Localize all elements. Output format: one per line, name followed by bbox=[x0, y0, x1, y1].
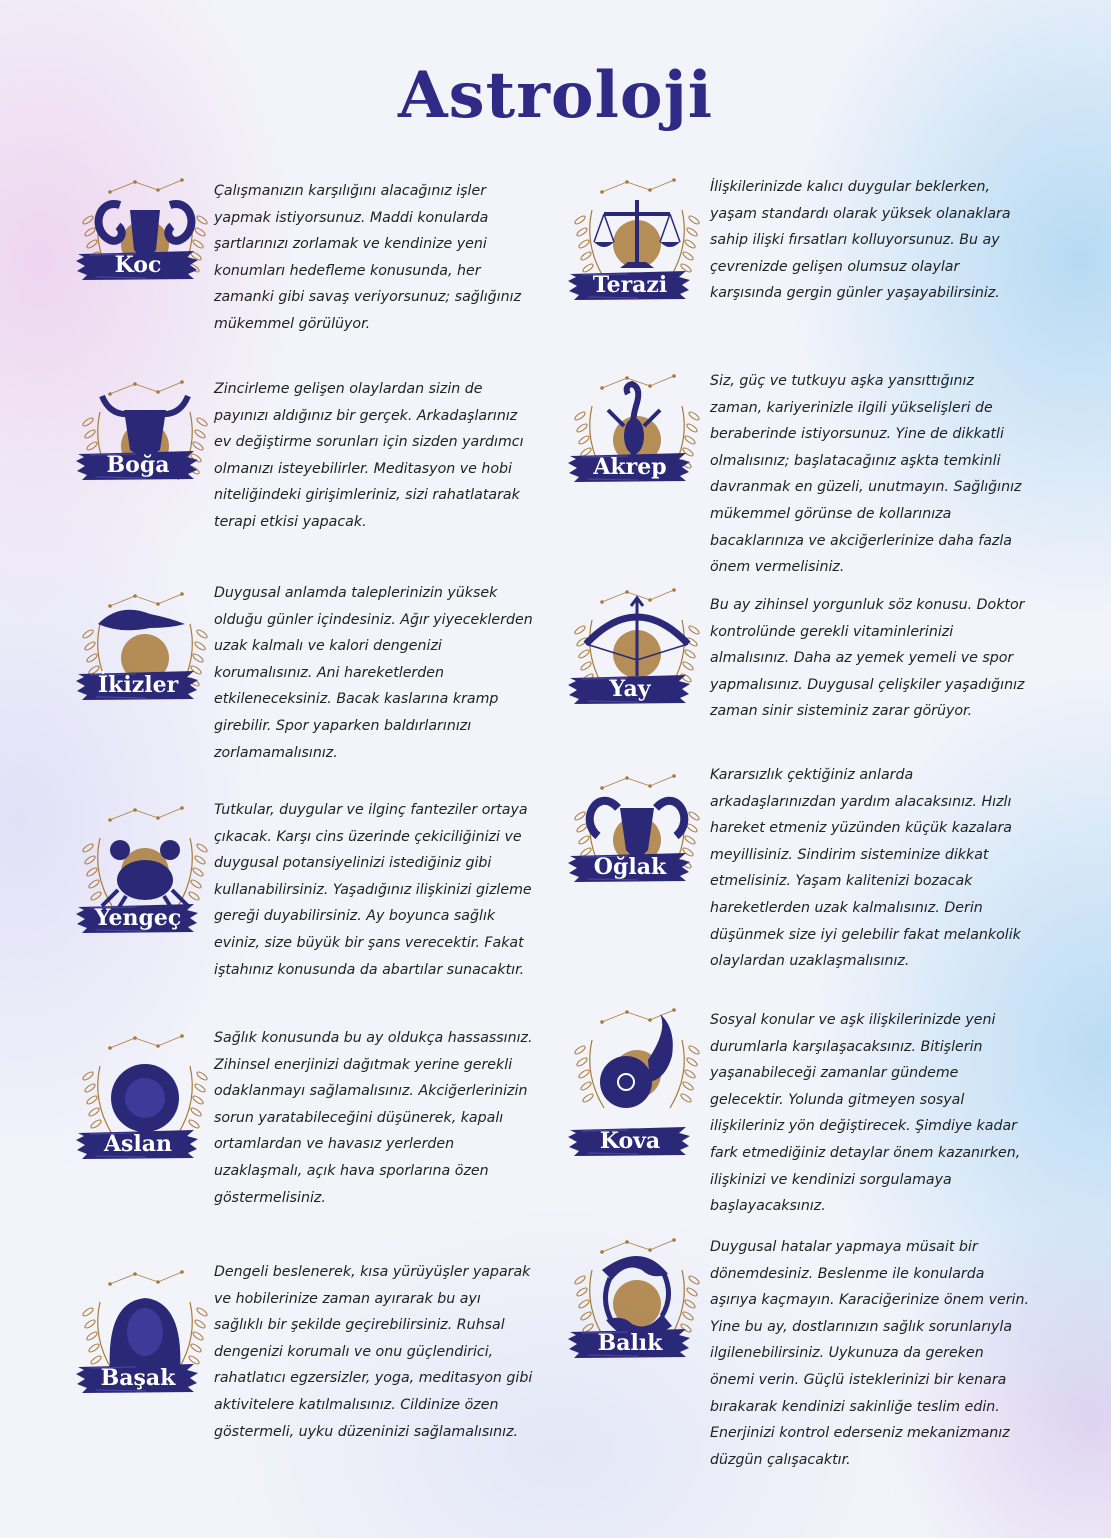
sign-description: Zincirleme gelişen olaylardan sizin de payınızı aldığınız bir gerçek. Arkadaşlarınız ev değiştirme sorunları için sizden yardımcı olmanızı isteyebilirler. Meditasyon ve hobi niteliğindeki girişimleriniz, sizi rahatlatarak terapi etkisi yapacak. bbox=[214, 381, 524, 530]
sign-label: Akrep bbox=[568, 450, 692, 484]
sign-label: Yengeç bbox=[76, 901, 200, 935]
sign-description: Çalışmanızın karşılığını alacağınız işler yapmak istiyorsunuz. Maddi konularda şartlarınızı zorlamak ve kendinize yeni konumları hedefleme konusunda, her zamanki gibi savaş veriyorsunuz; sağlığınız mükemmel görülüyor. bbox=[214, 183, 522, 332]
sign-description: Sağlık konusunda bu ay oldukça hassassınız. Zihinsel enerjinizi dağıtmak yerine gerekli odaklanmayı sağlamalısınız. Akciğerlerinizin sorun yaratabileceğini düşünerek, kapalı ortamlardan ve havasız yerlerden uzaklaşmalı, açık hava sporlarına özen göstermelisiniz. bbox=[214, 1030, 533, 1206]
sign-label: Oğlak bbox=[568, 850, 692, 884]
sign-description: Duygusal hatalar yapmaya müsait bir dönemdesiniz. Beslenme ile konularda aşırıya kaçmayın. Karaciğerinize önem verin. Yine bu ay, dostlarınızın sağlık sorunlarıyla ilgilenebilirsiniz. Uykunuza da gereken önemi verin. Güçlü isteklerinizi bir kenara bırakarak kendinizi sakinliğe teslim edin. Enerjinizi kontrol ederseniz mekanizmanız düzgün çalışacaktır. bbox=[710, 1239, 1029, 1468]
sign-label: Başak bbox=[76, 1361, 200, 1395]
sign-label: Boğa bbox=[76, 448, 200, 482]
sign-description: Sosyal konular ve aşk ilişkilerinizde yeni durumlarla karşılaşacaksınız. Bitişlerin yaşanabileceği zamanlar gündeme gelecektir. Yolunda gitmeyen sosyal ilişkileriniz yön değiştirecek. Şimdiye kadar fark etmediğiniz detaylar önem kazanırken, ilişkinizi ve kendinizi sorgulamaya başlayacaksınız. bbox=[710, 1012, 1021, 1215]
sign-label: Aslan bbox=[76, 1127, 200, 1161]
sign-description: Bu ay zihinsel yorgunluk söz konusu. Doktor kontrolünde gerekli vitaminlerinizi almalısınız. Daha az yemek yemeli ve spor yapmalısınız. Duygusal çelişkiler yaşadığınız zaman sinir sisteminiz zarar görüyor. bbox=[710, 597, 1025, 720]
page-title: Astroloji bbox=[397, 58, 714, 133]
water-jug-icon bbox=[572, 1000, 702, 1130]
sign-label: Kova bbox=[568, 1124, 692, 1158]
sign-description: Siz, güç ve tutkuyu aşka yansıttığınız zaman, kariyerinizle ilgili yükselişleri de beraberinde istiyorsunuz. Yine de dikkatli olmalısınız; başlatacağınız aşkta temkinli davranmak en güzeli, unutmayın. Sağlığınız mükemmel görünse de kollarınıza bacaklarınıza ve akciğerlerinize daha fazla önem vermelisiniz. bbox=[710, 373, 1022, 576]
sign-description: İlişkilerinizde kalıcı duygular beklerken, yaşam standardı olarak yüksek olanaklara sahip ilişki fırsatları kolluyorsunuz. Bu ay çevrenizde gelişen olumsuz olaylar karşısında gergin günler yaşayabilirsiniz. bbox=[710, 179, 1011, 302]
sign-description: Dengeli beslenerek, kısa yürüyüşler yaparak ve hobilerinize zaman ayırarak bu ayı sağlıklı bir şekilde geçirebilirsiniz. Ruhsal dengenizi korumalı ve onu güçlendirici, rahatlatıcı egzersizler, yoga, meditasyon gibi aktivitelere katılmalısınız. Cildinize özen göstermeli, uyku düzeninizi sağlamalısınız. bbox=[214, 1264, 533, 1440]
sign-description: Duygusal anlamda taleplerinizin yüksek olduğu günler içindesiniz. Ağır yiyeceklerden uzak kalmalı ve kalori dengenizi korumalısınız. Ani hareketlerden etkileneceksiniz. Bacak kaslarına kramp girebilir. Spor yaparken baldırlarınızı zorlamamalısınız. bbox=[214, 585, 533, 761]
sign-label: İkizler bbox=[76, 668, 200, 702]
sign-description: Tutkular, duygular ve ilginç fanteziler ortaya çıkacak. Karşı cins üzerinde çekiciliğinizi ve duygusal potansiyelinizi istediğiniz gibi kullanabilirsiniz. Yaşadığınız ilişkinizi gizleme gereği duyabilirsiniz. Ay boyunca sağlık eviniz, size büyük bir şans verecektir. Fakat iştahınız konusunda da abartılar sunacaktır. bbox=[214, 802, 532, 978]
sign-label: Balık bbox=[568, 1326, 692, 1360]
sign-label: Yay bbox=[568, 672, 692, 706]
sign-label: Koc bbox=[76, 248, 200, 282]
bull-icon bbox=[80, 372, 210, 502]
sign-description: Kararsızlık çektiğiniz anlarda arkadaşlarınızdan yardım alacaksınız. Hızlı hareket etmeniz yüzünden küçük kazalara meyillisiniz. Sindirim sisteminize dikkat etmelisiniz. Yaşam kalitenizi bozacak hareketlerden uzak kalmalısınız. Derin düşünmek size iyi gelebilir fakat melankolik olaylardan uzaklaşmalısınız. bbox=[710, 767, 1021, 970]
sign-label: Terazi bbox=[568, 268, 692, 302]
